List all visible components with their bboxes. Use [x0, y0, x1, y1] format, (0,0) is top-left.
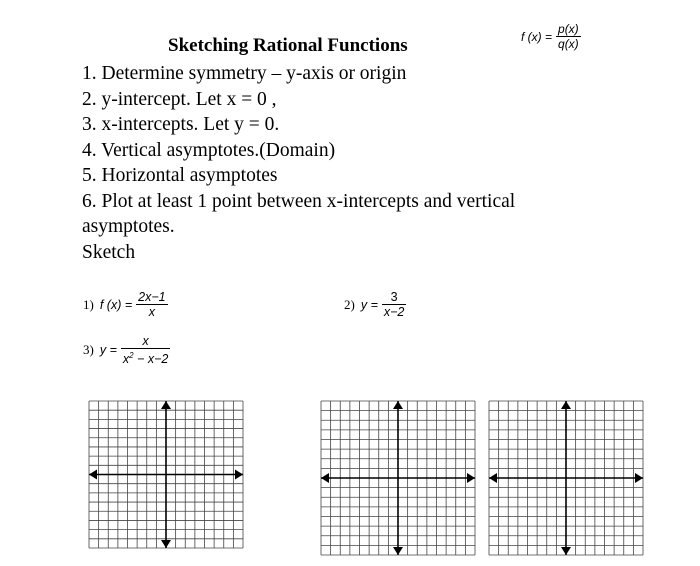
problem-2-denominator: x−2 — [383, 305, 405, 319]
problem-1-lhs: f (x) = — [99, 297, 133, 312]
page-title: Sketching Rational Functions — [168, 35, 408, 56]
problem-3-lhs: y = — [99, 343, 117, 358]
problem-3-denominator — [121, 349, 170, 366]
problem-2-numerator: 3 — [382, 290, 407, 305]
x-axis-arrow-left — [489, 473, 497, 483]
graph-grid-2 — [318, 398, 478, 558]
problem-3-denominator-base: x — [122, 352, 130, 367]
problem-3-fraction — [121, 334, 170, 366]
problem-3-number: 3) — [83, 342, 94, 358]
problem-1-numerator: 2x−1 — [138, 290, 166, 304]
step-6: 6. Plot at least 1 point between x-intercepts and vertical — [82, 191, 516, 212]
problem-3 — [83, 334, 170, 366]
header-formula-numerator: p(x) — [558, 22, 579, 36]
x-axis-arrow-right — [635, 473, 643, 483]
sketch-label: Sketch — [82, 242, 136, 263]
header-formula-denominator: q(x) — [558, 37, 579, 51]
header-formula — [521, 22, 581, 51]
graph-grid-3 — [486, 398, 646, 558]
x-axis-arrow-right — [467, 473, 475, 483]
y-axis-arrow-up — [161, 401, 171, 409]
y-axis-arrow-down — [561, 547, 571, 555]
problem-2 — [344, 290, 406, 319]
y-axis-arrow-up — [561, 401, 571, 409]
y-axis-arrow-down — [161, 540, 171, 548]
header-formula-fraction — [556, 22, 581, 51]
problem-3-denominator-exponent: 2 — [129, 351, 134, 360]
y-axis-arrow-down — [393, 547, 403, 555]
x-axis-arrow-right — [235, 470, 243, 480]
step-1: 1. Determine symmetry – y-axis or origin — [82, 63, 407, 84]
graph-grid-1 — [86, 398, 246, 551]
y-axis-arrow-up — [393, 401, 403, 409]
step-2: 2. y-intercept. Let x = 0 , — [82, 89, 277, 110]
problem-1 — [83, 290, 168, 319]
problem-2-lhs: y = — [360, 297, 378, 312]
problem-1-number: 1) — [83, 296, 94, 312]
x-axis-arrow-left — [89, 470, 97, 480]
step-3: 3. x-intercepts. Let y = 0. — [82, 114, 280, 135]
step-4: 4. Vertical asymptotes.(Domain) — [82, 140, 336, 161]
step-5: 5. Horizontal asymptotes — [82, 165, 278, 186]
header-formula-lhs: f (x) = — [521, 29, 553, 44]
step-6-continued: asymptotes. — [82, 216, 175, 237]
problem-3-denominator-rest: − x−2 — [133, 352, 169, 367]
problem-1-fraction — [136, 290, 167, 319]
problem-2-fraction — [382, 290, 407, 319]
problem-1-denominator: x — [148, 305, 155, 319]
problem-3-numerator: x — [121, 334, 170, 349]
problem-2-number: 2) — [344, 296, 355, 312]
x-axis-arrow-left — [321, 473, 329, 483]
